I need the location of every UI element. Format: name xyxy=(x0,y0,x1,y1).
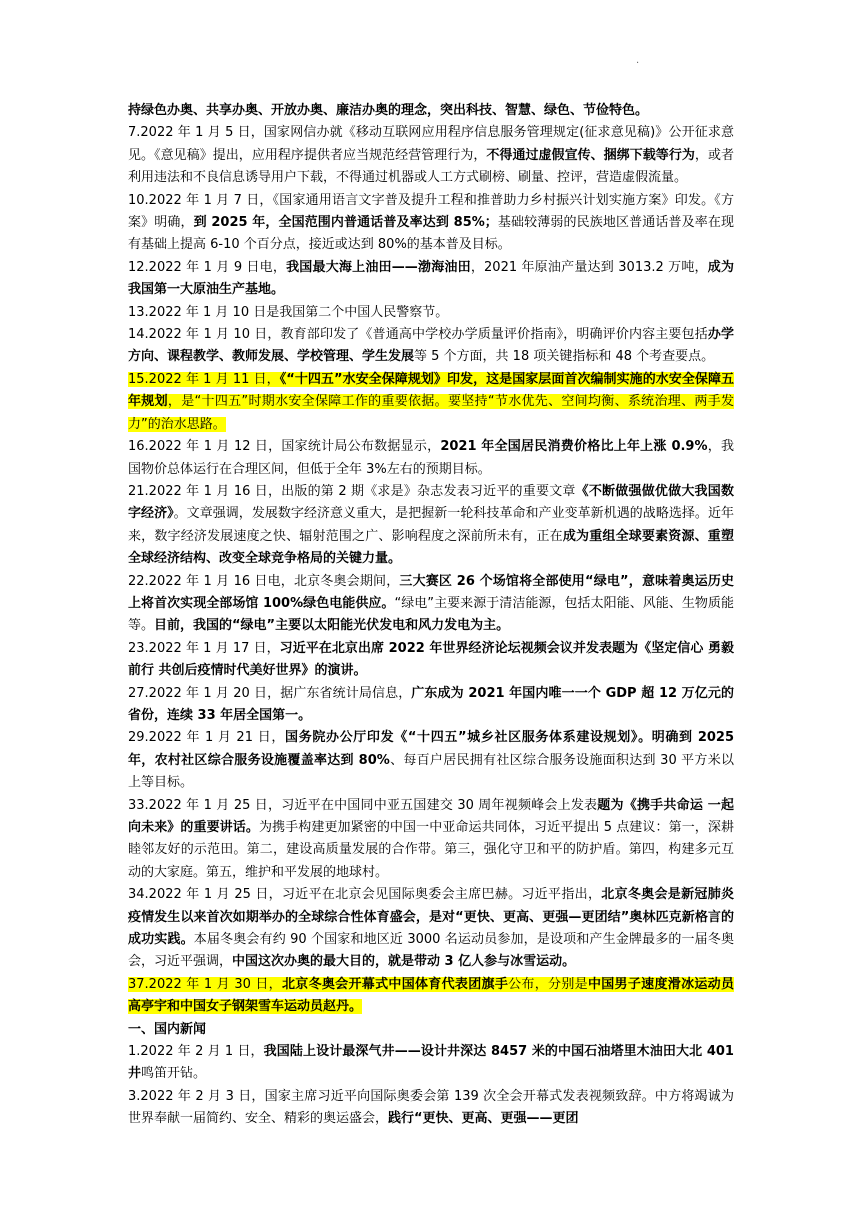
news-paragraph xyxy=(128,436,734,481)
text-run: ，我国物价总体运行在合理区间，但低于全年 3%左右的预期目标。 xyxy=(128,439,734,477)
text-run: 本届冬奥会有约 90 个国家和地区近 3000 名运动员参加，是设项和产生金牌最多的一届冬奥会，习近平强调， xyxy=(128,932,734,970)
bold-run: 广东成为 2021 年国内唯一一个 GDP 超 12 万亿元的省份，连续 33 年居全国第一。 xyxy=(128,685,734,723)
news-paragraph xyxy=(128,302,734,324)
news-paragraph xyxy=(128,571,734,638)
paragraph-text xyxy=(128,439,734,476)
document-body xyxy=(128,100,734,1131)
text-run: ，2021 年原油产量达到 3013.2 万吨， xyxy=(470,259,708,275)
text-run: 、每百户居民拥有社区综合服务设施面积达到 30 平方米以上等目标。 xyxy=(128,752,734,791)
text-run: ，是“十四五”时期水安全保障工作的重要依据。要坚持“节水优先、空间均衡、系统治理、两手发力”的治水思路。 xyxy=(128,394,734,432)
paragraph-text xyxy=(128,193,734,253)
paragraph-text xyxy=(128,641,734,678)
paragraph-text xyxy=(128,305,448,320)
bold-run: 中国男子速度滑冰运动员高亭宇和中国女子钢架雪车运动员赵丹。 xyxy=(128,976,734,1015)
text-run: 29.2022 年 1 月 21 日， xyxy=(128,730,286,746)
news-paragraph xyxy=(128,257,734,302)
text-run: 14.2022 年 1 月 10 日，教育部印发了《普通高中学校办学质量评价指南》，明确评价内容主要包括 xyxy=(128,327,708,343)
paragraph-text xyxy=(128,1022,206,1037)
text-run: 15.2022 年 1 月 11 日， xyxy=(128,371,280,387)
bold-run: 北京冬奥会开幕式中国体育代表团旗手 xyxy=(281,976,509,992)
text-run: 1.2022 年 2 月 1 日， xyxy=(128,1044,264,1060)
bold-run: 国务院办公厅印发《“十四五”城乡社区服务体系建设规划》。明确到 2025 年，农村社区综合服务设施覆盖率达到 80% xyxy=(128,730,735,768)
text-run: 34.2022 年 1 月 25 日，习近平在北京会见国际奥委会主席巴赫。习近平指出， xyxy=(128,887,602,903)
text-run: 33.2022 年 1 月 25 日，习近平在中国同中亚五国建交 30 周年视频峰会上发表 xyxy=(128,797,598,813)
text-run: 23.2022 年 1 月 17 日， xyxy=(128,640,280,656)
paragraph-text xyxy=(128,730,734,790)
bold-run: 我国陆上设计最深气井——设计井深达 8457 米的中国石油塔里木油田大北 401 井 xyxy=(128,1044,734,1082)
text-run: 12.2022 年 1 月 9 日电， xyxy=(128,259,287,275)
news-paragraph xyxy=(128,683,734,728)
text-run: 公布，分别是 xyxy=(508,976,588,992)
paragraph-text xyxy=(128,260,734,297)
bold-run: 成为我国第一大原油生产基地。 xyxy=(128,259,734,298)
paragraph-text xyxy=(128,327,734,364)
bold-run: 题为《携手共命运 一起向未来》的重要讲话。 xyxy=(128,797,734,835)
text-run: 27.2022 年 1 月 20 日，据广东省统计局信息， xyxy=(128,685,412,701)
paragraph-text xyxy=(128,1089,734,1126)
text-run: 7.2022 年 1 月 5 日，国家网信办就《移动互联网应用程序信息服务管理规定(征求意见稿)》公开征求意见。《意见稿》提出，应用程序提供者应当规范经营管理行为， xyxy=(128,125,734,163)
text-run: 基础较薄弱的民族地区普通话普及率在现有基础上提高 6-10 个百分点，接近或达到 80%的基本普及目标。 xyxy=(128,215,734,253)
news-paragraph xyxy=(128,1086,734,1131)
highlighted-text xyxy=(128,372,734,432)
paragraph-text xyxy=(128,125,734,185)
paragraph-text xyxy=(128,887,734,969)
news-paragraph xyxy=(128,974,734,1019)
bold-run: 办学方向、课程教学、教师发展、学校管理、学生发展 xyxy=(128,327,734,365)
news-paragraph xyxy=(128,324,734,369)
bold-run: 成为重组全球要素资源、重塑全球经济结构、改变全球竞争格局的关键力量。 xyxy=(128,528,734,567)
bold-run: 不得通过虚假宣传、捆绑下载等行为 xyxy=(486,147,695,163)
text-run: “绿电”主要来源于清洁能源，包括太阳能、风能、生物质能等。 xyxy=(128,595,734,634)
paragraph-text xyxy=(128,686,734,723)
bold-run: 一、国内新闻 xyxy=(128,1021,207,1037)
news-paragraph xyxy=(128,1041,734,1086)
text-run: 。文章强调，发展数字经济意义重大，是把握新一轮科技革命和产业变革新机遇的战略选择。近年来，数字经济发展速度之快、辐射范围之广、影响程度之深前所未有，正在 xyxy=(128,506,734,544)
text-run: 22.2022 年 1 月 16 日电，北京冬奥会期间， xyxy=(128,573,400,589)
bold-run: 践行“更快、更高、更强——更团 xyxy=(388,1111,579,1127)
bold-run: 《不断做强做优做大我国数字经济》 xyxy=(128,483,734,522)
section-heading xyxy=(128,1019,734,1041)
text-run: 为携手构建更加紧密的中国一中亚命运共同体，习近平提出 5 点建议：第一，深耕睦邻友好的示范田。第二，建设高质量发展的合作带。第三，强化守卫和平的防护盾。第四，构建多元互动的大家庭。第五，维护和平发展的地球村。 xyxy=(128,820,734,880)
paragraph-text xyxy=(128,574,734,634)
news-paragraph xyxy=(128,481,734,571)
news-paragraph xyxy=(128,190,734,257)
text-run: 13.2022 年 1 月 10 日是我国第二个中国人民警察节。 xyxy=(128,304,449,320)
bold-run: 《“十四五”水安全保障规划》印发，这是国家层面首次编制实施的水安全保障五年规划 xyxy=(128,371,735,410)
news-paragraph xyxy=(128,100,734,122)
text-run: 等 5 个方面，共 18 项关键指标和 48 个考查要点。 xyxy=(414,349,715,365)
text-run: 鸣笛开钻。 xyxy=(141,1066,207,1082)
news-paragraph xyxy=(128,795,734,885)
bold-run: 2021 年全国居民消费价格比上年上涨 0.9% xyxy=(440,439,708,455)
paragraph-text xyxy=(128,1044,734,1081)
bold-run: 持绿色办奥、共享办奥、开放办奥、廉洁办奥的理念，突出科技、智慧、绿色、节俭特色。 xyxy=(128,103,649,118)
header-mark: · xyxy=(636,58,640,69)
paragraph-text xyxy=(128,484,734,566)
text-run: ，或者利用违法和不良信息诱导用户下载，不得通过机器或人工方式刷榜、刷量、控评，营造虚假流量。 xyxy=(128,147,734,186)
bold-run: 我国最大海上油田——渤海油田 xyxy=(286,259,471,275)
bold-run: 目前，我国的“绿电”主要以太阳能光伏发电和风力发电为主。 xyxy=(154,618,510,634)
news-paragraph xyxy=(128,884,734,974)
text-run: 10.2022 年 1 月 7 日，《国家通用语言文字普及提升工程和推普助力乡村振兴计划实施方案》印发。《方案》明确， xyxy=(128,192,734,231)
bold-run: 习近平在北京出席 2022 年世界经济论坛视频会议并发表题为《坚定信心 勇毅前行 共创后疫情时代美好世界》的演讲。 xyxy=(128,640,735,679)
text-run: 21.2022 年 1 月 16 日，出版的第 2 期《求是》杂志发表习近平的重要文章 xyxy=(128,483,576,499)
news-paragraph xyxy=(128,638,734,683)
bold-run: 三大赛区 26 个场馆将全部使用“绿电”，意味着奥运历史上将首次实现全部场馆 100%绿色电能供应。 xyxy=(128,573,735,611)
text-run: 37.2022 年 1 月 30 日， xyxy=(128,976,282,992)
highlighted-text xyxy=(128,977,734,1014)
bold-run: 中国这次办奥的最大目的，就是带动 3 亿人参与冰雪运动。 xyxy=(232,954,576,970)
news-paragraph xyxy=(128,122,734,189)
news-paragraph xyxy=(128,369,734,436)
text-run: 16.2022 年 1 月 12 日，国家统计局公布数据显示， xyxy=(128,439,441,455)
bold-run: 北京冬奥会是新冠肺炎疫情发生以来首次如期举办的全球综合性体育盛会，是对“更快、更高、更强—更团结”奥林匹克新格言的成功实践。 xyxy=(128,887,734,948)
text-run: 3.2022 年 2 月 3 日，国家主席习近平向国际奥委会第 139 次全会开幕式发表视频致辞。中方将竭诚为世界奉献一届简约、安全、精彩的奥运盛会， xyxy=(128,1088,734,1127)
paragraph-text xyxy=(128,103,648,118)
paragraph-text xyxy=(128,798,734,880)
news-paragraph xyxy=(128,727,734,794)
bold-run: 到 2025 年，全国范围内普通话普及率达到 85%； xyxy=(193,215,498,231)
